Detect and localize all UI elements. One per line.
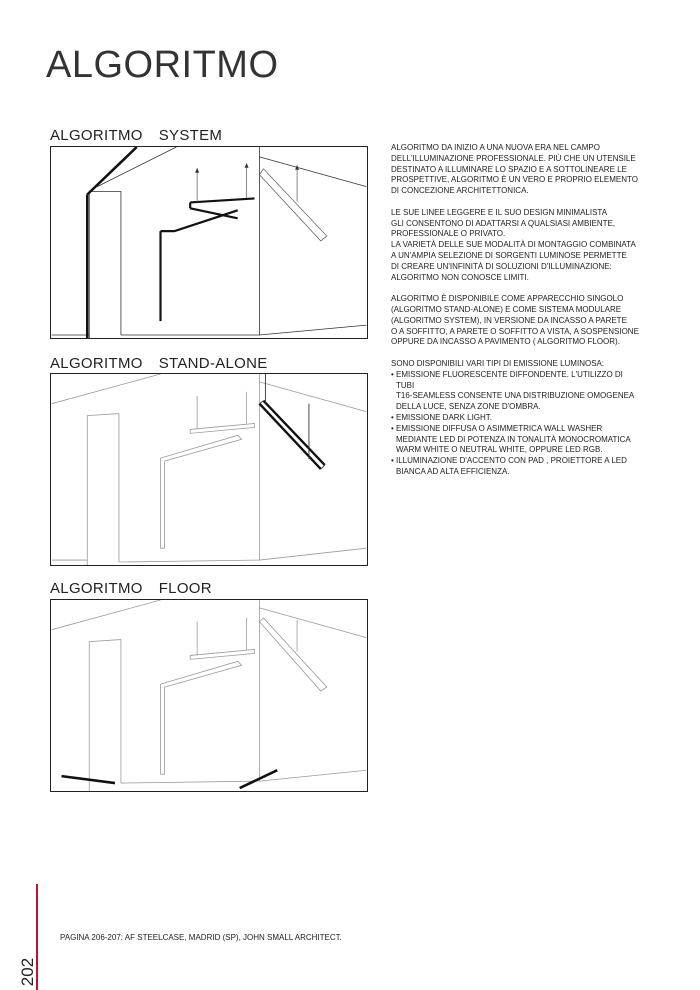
figure-floor — [50, 599, 368, 792]
section-name: FLOOR — [158, 580, 212, 597]
page-number: 202 — [18, 957, 38, 987]
room-drawing-system — [51, 147, 367, 338]
room-drawing-stand-alone — [51, 374, 367, 565]
paragraph-versions: ALGORITMO È DISPONIBILE COME APPARECCHIO SINGOLO (ALGORITMO STAND-ALONE) E COME SISTEMA MODULARE (ALGORITMO SYSTEM), IN VERSIONE DA INCASSO A PARETE O A SOFFITTO, A PARETE O SOFFITTO A VISTA, A SOSPENSIONE OPPURE DA INCASSO A PAVIMENTO ( ALGORITMO FLOOR). — [391, 294, 639, 347]
figure-stand-alone — [50, 373, 368, 566]
description-text — [391, 143, 641, 478]
emission-list — [391, 370, 641, 478]
section-label-system — [50, 127, 222, 144]
page-title: ALGORITMO — [46, 44, 279, 86]
section-brand: ALGORITMO — [50, 355, 143, 372]
figure-system — [50, 146, 368, 339]
paragraph-design: LE SUE LINEE LEGGERE E IL SUO DESIGN MINIMALISTA GLI CONSENTONO DI ADATTARSI A QUALSIASI AMBIENTE, PROFESSIONALE O PRIVATO. LA VARIETÀ DELLE SUE MODALITÀ DI MONTAGGIO COMBINATA A UN'AMPIA SELEZIONE DI SORGENTI LUMINOSE PERMETTE DI CREARE UN'INFINITÀ DI SOLUZIONI D'ILLUMINAZIONE: ALGORITMO NON CONOSCE LIMITI. — [391, 207, 636, 282]
list-item: • EMISSIONE DIFFUSA O ASIMMETRICA WALL WASHER MEDIANTE LED DI POTENZA IN TONALITÀ MONOCROMATICA WARM WHITE O NEUTRAL WHITE, OPPURE LED RGB. — [391, 424, 641, 456]
section-label-floor — [50, 580, 212, 597]
list-item: • EMISSIONE FLUORESCENTE DIFFONDENTE. L'UTILIZZO DI TUBI T16-SEAMLESS CONSENTE UNA DISTRIBUZIONE OMOGENEA DELLA LUCE, SENZA ZONE D'OMBRA. — [391, 370, 641, 413]
list-item: • ILLUMINAZIONE D'ACCENTO CON PAD , PROIETTORE A LED BIANCA AD ALTA EFFICIENZA. — [391, 456, 641, 478]
section-name: SYSTEM — [158, 127, 223, 144]
section-label-stand-alone — [50, 355, 268, 372]
photo-caption: PAGINA 206-207: AF STEELCASE, MADRID (SP), JOHN SMALL ARCHITECT. — [60, 933, 342, 942]
room-drawing-floor — [51, 600, 367, 791]
section-brand: ALGORITMO — [50, 580, 143, 597]
section-name: STAND-ALONE — [158, 355, 268, 372]
paragraph-emission-intro: SONO DISPONIBILI VARI TIPI DI EMISSIONE LUMINOSA: — [391, 358, 605, 368]
list-item: • EMISSIONE DARK LIGHT. — [391, 413, 641, 424]
section-brand: ALGORITMO — [50, 127, 143, 144]
paragraph-intro: ALGORITMO DA INIZIO A UNA NUOVA ERA NEL CAMPO DELL'ILLUMINAZIONE PROFESSIONALE. PIÙ CHE UN UTENSILE DESTINATO A ILLUMINARE LO SPAZIO E A SOTTOLINEARE LE PROSPETTIVE, ALGORITMO È UN VERO E PROPRIO ELEMENTO DI CONCEZIONE ARCHITETTONICA. — [391, 143, 639, 196]
